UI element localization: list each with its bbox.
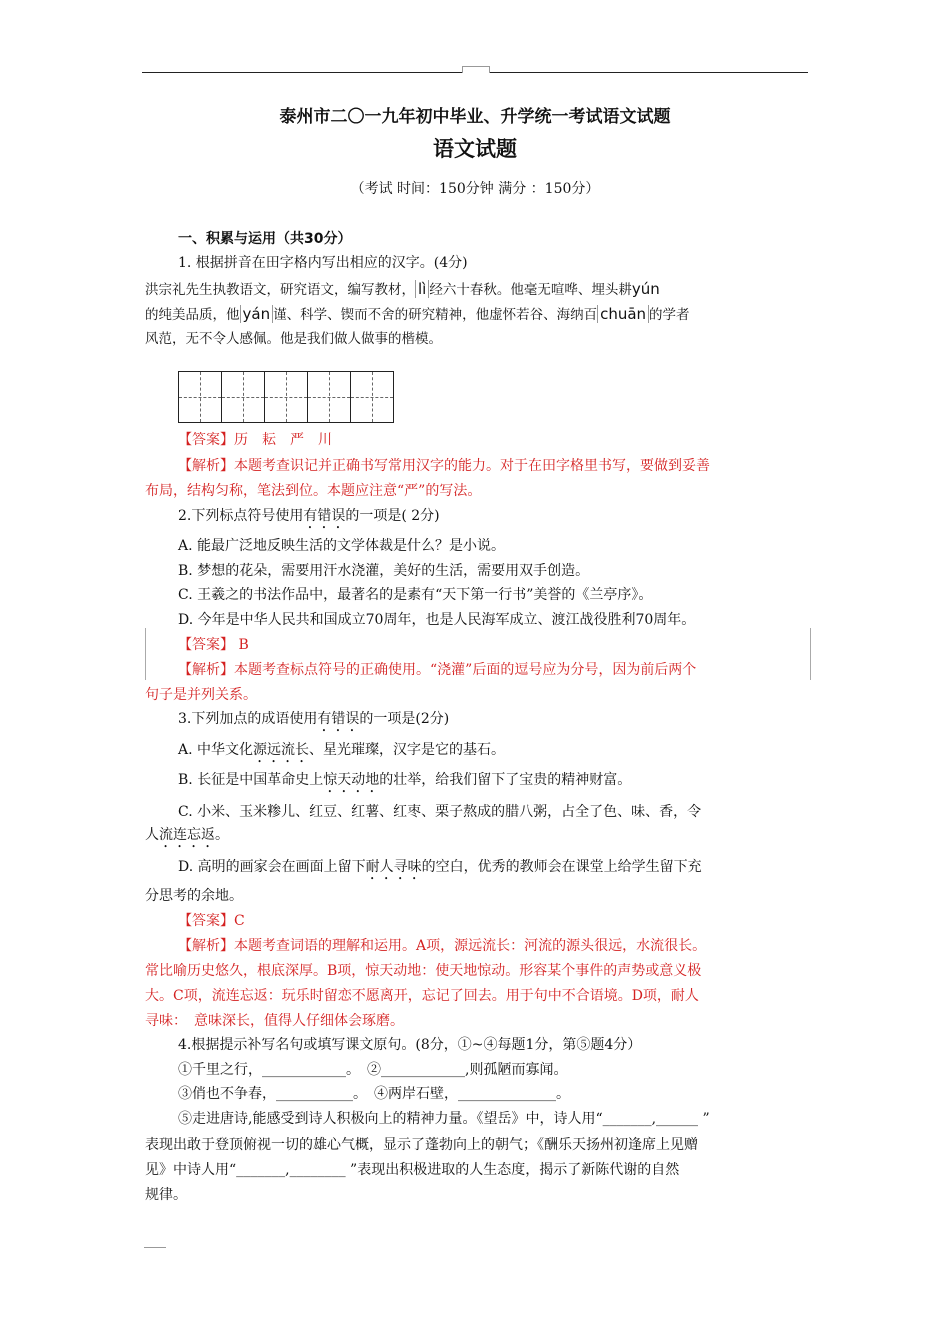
- q4-blank-line2: ③俏也不争春，___________。 ④两岸石壁，______________。: [178, 1086, 570, 1102]
- q2-stem-emphasis: 有错误: [303, 508, 346, 524]
- q3-option-d-line2: 分思考的余地。: [145, 888, 243, 904]
- q4-item5-line3: 见》中诗人用“_______,________ ”表现出积极进取的人生态度，揭示了新陈代谢的自然: [145, 1162, 680, 1178]
- q4-blank-line1: ①千里之行，____________。 ②____________,则孤陋而寡闻。: [178, 1062, 568, 1078]
- header-tab-mark: [462, 66, 490, 73]
- q3-answer: 【答案】C: [178, 913, 245, 929]
- q3-option-a: [178, 740, 810, 766]
- q2-stem-text: 2.下列标点符号使用: [178, 508, 304, 524]
- q2-answer: 【答案】 B: [178, 637, 249, 653]
- exam-title: 泰州市二〇一九年初中毕业、升学统一考试语文试题: [279, 107, 671, 127]
- section-heading: 一、积累与运用（共30分）: [178, 231, 352, 247]
- q2-option-b: B. 梦想的花朵，需要用汗水浇灌，美好的生活，需要用双手创造。: [178, 563, 590, 579]
- q2-stem-text: 的一项是( 2分): [345, 508, 440, 524]
- idiom-emphasis: 源远流长: [253, 742, 310, 758]
- q3-analysis-1: 【解析】本题考查词语的理解和运用。A项，源远流长：河流的源头很远，水流很长。: [178, 938, 707, 954]
- q3-option-d-line1: [178, 857, 810, 883]
- q1-text: 的纯美品质，他: [145, 307, 240, 323]
- q3-stem: [178, 709, 810, 735]
- grid-cell[interactable]: [265, 372, 308, 422]
- q3-option-c-line1: C. 小米、玉米糁儿、红豆、红薯、红枣、栗子熬成的腊八粥，占全了色、味、香，令: [178, 804, 702, 820]
- idiom-emphasis: 流连忘返: [159, 827, 215, 843]
- q1-stem: 1. 根据拼音在田字格内写出相应的汉字。(4分): [178, 255, 468, 271]
- grid-cell[interactable]: [351, 372, 393, 422]
- q1-passage-line3: 风范，无不令人感佩。他是我们做人做事的楷模。: [145, 331, 442, 347]
- q2-analysis-1: 【解析】本题考查标点符号的正确使用。“浇灌”后面的逗号应为分号，因为前后两个: [178, 662, 697, 678]
- q2-option-d: D. 今年是中华人民共和国成立70周年，也是人民海军成立、渡江战役胜利70周年。: [178, 612, 696, 628]
- q1-passage-line1: [145, 279, 810, 300]
- option-text: 、星光璀璨，汉字是它的基石。: [309, 742, 506, 758]
- idiom-emphasis: 耐人寻味: [365, 859, 422, 875]
- q1-text: 洪宗礼先生执教语文，研究语文，编写教材，: [145, 282, 415, 298]
- q2-option-c: C. 王羲之的书法作品中，最著名的是素有“天下第一行书”美誉的《兰亭序》。: [178, 587, 653, 603]
- q3-option-b: [178, 770, 810, 796]
- q1-text: 的学者: [649, 307, 690, 323]
- q3-analysis-3: 大。C项，流连忘返：玩乐时留恋不愿离开，忘记了回去。用于句中不合语境。D项，耐人: [145, 988, 699, 1004]
- q1-text: 谨、科学、锲而不舍的研究精神，他虚怀若谷、海纳百: [273, 307, 598, 323]
- q3-analysis-4: 寻味： 意味深长，值得人仔细体会琢磨。: [145, 1013, 404, 1029]
- q1-analysis-1: 【解析】本题考查识记并正确书写常用汉字的能力。对于在田字格里书写，要做到妥善: [178, 458, 710, 474]
- q1-answer: 【答案】历 耘 严 川: [178, 432, 332, 448]
- footer-mark: [144, 1247, 166, 1248]
- option-text: D. 高明的画家会在画面上留下: [178, 859, 366, 875]
- q3-stem-text: 3.下列加点的成语使用: [178, 711, 318, 727]
- q2-analysis-2: 句子是并列关系。: [145, 687, 257, 703]
- q4-stem: 4.根据提示补写名句或填写课文原句。(8分，①~④每题1分，第⑤题4分）: [178, 1037, 642, 1053]
- pinyin-li: lì: [415, 280, 429, 298]
- q2-stem: [178, 506, 810, 532]
- q3-stem-text: 的一项是(2分): [359, 711, 450, 727]
- option-text: 人: [145, 827, 159, 843]
- q3-analysis-2: 常比喻历史悠久，根底深厚。B项，惊天动地：使天地惊动。形容某个事件的声势或意义极: [145, 963, 702, 979]
- q2-option-a: A. 能最广泛地反映生活的文学体裁是什么？是小说。: [178, 538, 506, 554]
- q4-item5-line4: 规律。: [145, 1187, 187, 1203]
- option-text: B. 长征是中国革命史上: [178, 772, 324, 788]
- q3-option-c-line2: [145, 825, 810, 851]
- grid-cell[interactable]: [308, 372, 351, 422]
- q1-text: 经六十春秋。他毫无喧哗、埋头耕: [429, 282, 632, 298]
- idiom-emphasis: 惊天动地: [323, 772, 380, 788]
- pinyin-yun: yún: [631, 280, 660, 298]
- q3-stem-emphasis: 有错误: [317, 711, 360, 727]
- q1-passage-line2: [145, 304, 810, 325]
- option-text: 的壮举，给我们留下了宝贵的精神财富。: [379, 772, 632, 788]
- grid-cell[interactable]: [222, 372, 265, 422]
- option-text: 。: [215, 827, 229, 843]
- pinyin-yan: yán: [240, 305, 274, 323]
- exam-subtitle: 语文试题: [433, 137, 517, 161]
- grid-cell[interactable]: [179, 372, 222, 422]
- pinyin-chuan: chuān: [597, 305, 649, 323]
- option-text: 的空白，优秀的教师会在课堂上给学生留下充: [421, 859, 702, 875]
- option-text: A. 中华文化: [178, 742, 254, 758]
- tianzige-grid[interactable]: [178, 371, 394, 423]
- exam-info: （考试 时间：150分钟 满分 ：150分）: [350, 181, 600, 197]
- q1-analysis-2: 布局，结构匀称，笔法到位。本题应注意“严”的写法。: [145, 483, 482, 499]
- q4-item5-line1: ⑤走进唐诗,能感受到诗人积极向上的精神力量。《望岳》中，诗人用“_______,______ ”: [178, 1111, 710, 1127]
- q4-item5-line2: 表现出敢于登顶俯视一切的雄心气概，显示了蓬勃向上的朝气；《酬乐天扬州初逢席上见赠: [145, 1137, 698, 1153]
